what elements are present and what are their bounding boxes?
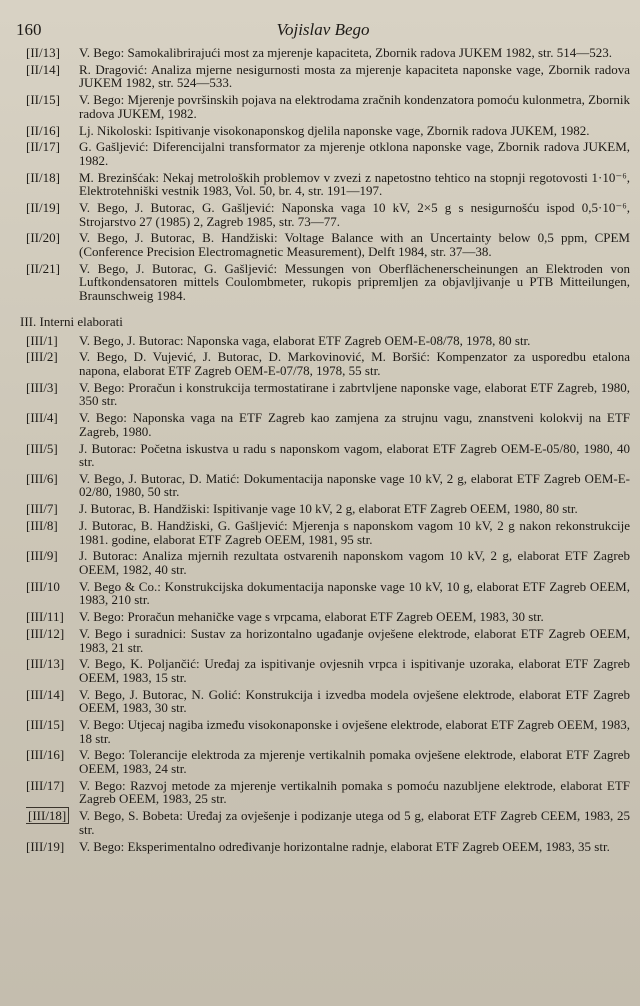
reference-entry xyxy=(16,472,630,499)
reference-text: V. Bego: Eksperimentalno određivanje horizontalne radnje, elaborat ETF Zagreb OEEM, 1983, 35 str. xyxy=(79,838,610,854)
reference-text: J. Butorac, B. Handžiski, G. Gašljević: Mjerenja s naponskom vagom 10 kV, 2 g nakon rekonstrukcije 1981. godine, elaborat ETF Zagreb OEEM, 1981, 95 str. xyxy=(79,518,630,547)
reference-text: V. Bego, K. Poljančić: Uređaj za ispitivanje ovjesnih vrpca i ispitivanje uzoraka, elaborat ETF Zagreb OEEM, 1983, 15 str. xyxy=(79,656,630,685)
reference-id: [II/20] xyxy=(26,230,60,246)
reference-entry xyxy=(16,262,630,303)
reference-text: V. Bego: Proračun mehaničke vage s vrpcama, elaborat ETF Zagreb OEEM, 1983, 30 str. xyxy=(79,609,544,625)
section-II-list xyxy=(16,46,630,303)
reference-text: V. Bego, D. Vujević, J. Butorac, D. Markovinović, M. Boršić: Kompenzator za usporedbu etalona napona, elaborat ETF Zagreb OEM-E-07/78, 1978, 55 str. xyxy=(79,349,630,378)
reference-id: [III/12] xyxy=(26,625,65,641)
reference-text: J. Butorac, B. Handžiski: Ispitivanje vage 10 kV, 2 g, elaborat ETF Zagreb OEEM, 1980, 80 str. xyxy=(79,501,578,517)
reference-text: V. Bego: Razvoj metode za mjerenje vertikalnih pomaka s pomoću nazubljene elektrode, elaborat ETF Zagreb OEEM, 1983, 25 str. xyxy=(79,777,630,807)
reference-id: [II/15] xyxy=(26,92,60,108)
reference-id: [II/17] xyxy=(26,139,60,155)
reference-text: V. Bego: Proračun i konstrukcija termostatirane i zabrtvljene naponske vage, elaborat ETF Zagreb, 1980, 350 str. xyxy=(79,379,630,409)
reference-text: V. Bego: Tolerancije elektroda za mjerenje vertikalnih pomaka ovješene elektrode, elaborat ETF Zagreb OEEM, 1983, 24 str. xyxy=(79,747,630,777)
reference-id: [III/11] xyxy=(26,609,64,625)
page-header xyxy=(16,20,630,46)
reference-entry xyxy=(16,93,630,120)
reference-id: [II/21] xyxy=(26,260,60,276)
running-head: Vojislav Bego xyxy=(276,20,370,39)
reference-id: [II/13] xyxy=(26,45,60,60)
reference-id: [III/3] xyxy=(26,379,58,395)
reference-id: [III/14] xyxy=(26,686,65,702)
reference-entry xyxy=(16,442,630,469)
reference-id: [III/6] xyxy=(26,470,58,486)
reference-text: M. Brezinšćak: Nekaj metroloških problemov v zvezi z napetostno tehtico na stopnji regotovosti 1·10⁻⁶, Elektrotehniški vestnik 1983, Vol. 50, br. 4, str. 191—197. xyxy=(79,169,630,199)
reference-text: V. Bego: Mjerenje površinskih pojava na elektrodama zračnih kondenzatora pomoću kulonmetra, Zbornik radova JUKEM, 1982. xyxy=(79,92,631,121)
reference-entry xyxy=(16,748,630,775)
reference-text: V. Bego, J. Butorac, B. Handžiski: Voltage Balance with an Uncertainty below 0,5 ppm, CPEM (Conference Precision Electromagnetic Measurement), Delft 1984, str. 37—38. xyxy=(79,230,630,260)
reference-id: [III/5] xyxy=(26,440,58,456)
reference-text: V. Bego & Co.: Konstrukcijska dokumentacija naponske vage 10 kV, 10 g, elaborat ETF Zagreb OEEM, 1983, 210 str. xyxy=(79,578,630,608)
section-heading: III. Interni elaborati xyxy=(20,313,123,329)
reference-id: [III/17] xyxy=(26,777,65,793)
reference-entry xyxy=(16,201,630,228)
reference-entry xyxy=(16,779,630,806)
reference-entry xyxy=(16,381,630,408)
reference-text: V. Bego: Naponska vaga na ETF Zagreb kao zamjena za strujnu vagu, znanstveni kolokvij na ETF Zagreb, 1980. xyxy=(79,410,630,439)
reference-entry xyxy=(16,627,630,654)
reference-id-wrapper xyxy=(16,809,79,836)
reference-id: [III/13] xyxy=(26,656,65,672)
reference-text: V. Bego, J. Butorac: Naponska vaga, elaborat ETF Zagreb OEM-E-08/78, 1978, 80 str. xyxy=(79,332,531,348)
reference-text: V. Bego, J. Butorac, D. Matić: Dokumentacija naponske vage 10 kV, 2 g, elaborat ETF Zagreb OEM-E-02/80, 1980, 50 str. xyxy=(79,470,630,500)
reference-id: [III/7] xyxy=(26,501,58,517)
reference-text: V. Bego, S. Bobeta: Uređaj za ovješenje i podizanje utega od 5 g, elaborat ETF Zagreb CEEM, 1983, 25 str. xyxy=(79,808,630,837)
reference-id: [III/16] xyxy=(26,747,65,763)
reference-entry-marked xyxy=(16,809,630,836)
reference-id: [III/19] xyxy=(26,838,65,854)
reference-id: [III/9] xyxy=(26,548,58,564)
reference-entry xyxy=(16,334,630,348)
reference-entry xyxy=(16,46,630,60)
reference-entry xyxy=(16,718,630,745)
reference-entry xyxy=(16,688,630,715)
reference-text: G. Gašljević: Diferencijalni transformator za mjerenje otklona naponske vage, Zbornik radova JUKEM, 1982. xyxy=(79,139,630,168)
reference-text: Lj. Nikoloski: Ispitivanje visokonaponskog djelila naponske vage, Zbornik radova JUKEM, 1982. xyxy=(79,122,590,138)
reference-text: V. Bego i suradnici: Sustav za horizontalno ugađanje ovješene elektrode, elaborat ETF Zagreb OEEM, 1983, 21 str. xyxy=(79,625,630,655)
reference-id: [III/4] xyxy=(26,410,58,426)
reference-entry xyxy=(16,63,630,90)
reference-text: R. Dragović: Analiza mjerne nesigurnosti mosta za mjerenje kapaciteta naponske vage, Zbornik radova JUKEM 1982, str. 524—533. xyxy=(79,61,630,91)
reference-entry xyxy=(16,580,630,607)
reference-entry xyxy=(16,519,630,546)
reference-id: [III/8] xyxy=(26,518,58,534)
reference-entry xyxy=(16,549,630,576)
reference-entry xyxy=(16,124,630,138)
reference-id: [II/14] xyxy=(26,61,60,77)
reference-id: [II/16] xyxy=(26,122,60,138)
reference-id: [III/10 xyxy=(26,578,60,594)
reference-text: V. Bego: Utjecaj nagiba između visokonaponske i ovješene elektrode, elaborat ETF Zagreb OEEM, 1983, 18 str. xyxy=(79,717,630,746)
reference-entry xyxy=(16,231,630,258)
reference-text: J. Butorac: Analiza mjernih rezultata ostvarenih naponskom vagom 10 kV, 2 g, elaborat ETF Zagreb OEEM, 1982, 40 str. xyxy=(79,548,630,577)
reference-id: [III/2] xyxy=(26,349,58,365)
reference-entry xyxy=(16,171,630,198)
reference-entry xyxy=(16,840,630,854)
reference-id: [II/18] xyxy=(26,169,60,185)
reference-id: [III/1] xyxy=(26,332,58,348)
reference-id: [III/18] xyxy=(26,807,69,824)
reference-entry xyxy=(16,411,630,438)
reference-entry xyxy=(16,502,630,516)
reference-text: V. Bego: Samokalibrirajući most za mjerenje kapaciteta, Zbornik radova JUKEM 1982, str. 514—523. xyxy=(79,45,613,60)
reference-id: [II/19] xyxy=(26,200,60,216)
reference-text: J. Butorac: Početna iskustva u radu s naponskom vagom, elaborat ETF Zagreb OEM-E-05/80, 1980, 40 str. xyxy=(79,440,630,470)
reference-entry xyxy=(16,657,630,684)
reference-entry xyxy=(16,140,630,167)
reference-text: V. Bego, J. Butorac, N. Golić: Konstrukcija i izvedba modela ovješene elektrode, elaborat ETF Zagreb OEEM, 1983, 30 str. xyxy=(79,686,630,716)
reference-entry xyxy=(16,350,630,377)
reference-entry xyxy=(16,610,630,624)
reference-text: V. Bego, J. Butorac, G. Gašljević: Naponska vaga 10 kV, 2×5 g s nesigurnošću ispod 0,5·10⁻⁶, Strojarstvo 27 (1985) 2, Zagreb 1985, str. 73—77. xyxy=(79,200,630,229)
page-number: 160 xyxy=(16,20,42,39)
section-III-list xyxy=(16,334,630,854)
reference-id: [III/15] xyxy=(26,717,65,733)
reference-text: V. Bego, J. Butorac, G. Gašljević: Messungen von Oberflächenerscheinungen an Elektroden von Luftkondensatoren mittels Coulombmeter, rukopis pripremljen za objavljivanje u PTB Mitteilungen, Braunschweig 1984. xyxy=(79,260,630,303)
